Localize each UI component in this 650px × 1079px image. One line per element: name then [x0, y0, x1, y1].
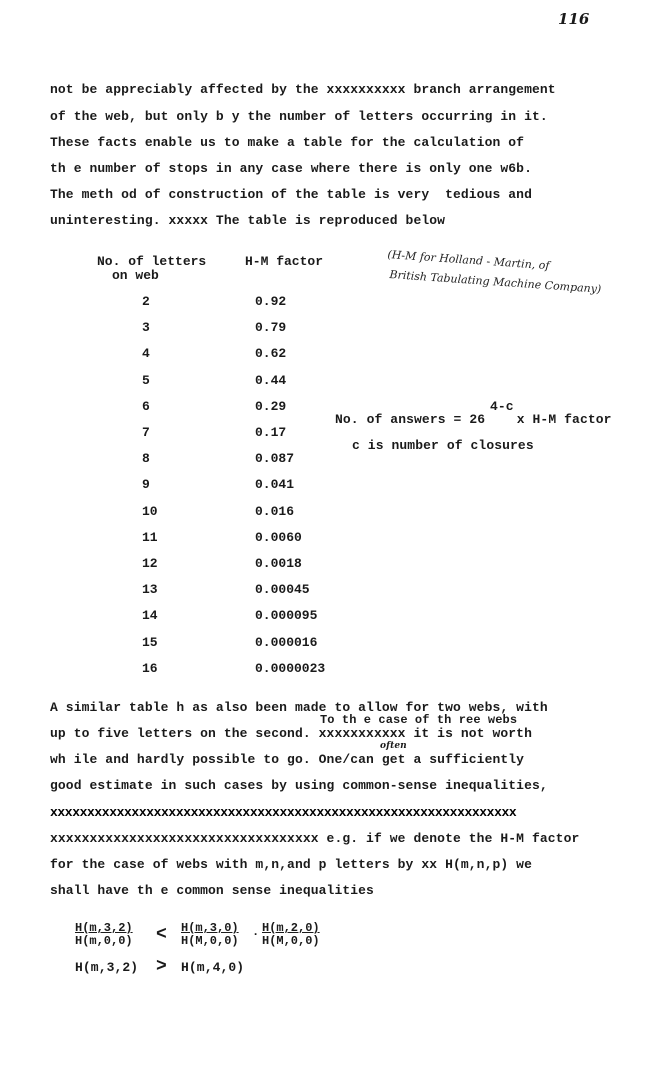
- table-cell-factor: 0.041: [255, 477, 295, 492]
- text-line: A similar table h as also been made to allow for two webs, with: [50, 700, 548, 715]
- table-cell-factor: 0.29: [255, 399, 287, 414]
- product-dot: .: [252, 925, 260, 939]
- table-cell-factor: 0.44: [255, 373, 287, 388]
- table-cell-factor: 0.000095: [255, 608, 318, 623]
- text-line: th e number of stops in any case where there is only one w6b.: [50, 161, 532, 176]
- table-cell-factor: 0.79: [255, 320, 287, 335]
- formula-text: No. of answers = 26 x H-M factor: [335, 412, 612, 427]
- table-cell-factor: 0.087: [255, 451, 295, 466]
- table-cell-factor: 0.0018: [255, 556, 302, 571]
- table-cell-letters: 10: [142, 504, 158, 519]
- r2-numerator: H(m,2,0): [262, 921, 320, 935]
- r2-denominator: H(M,0,0): [262, 934, 320, 948]
- table-cell-factor: 0.00045: [255, 582, 310, 597]
- page-number: 116: [558, 10, 590, 28]
- text-line: The meth od of construction of the table is very tedious and: [50, 187, 532, 202]
- table-cell-letters: 14: [142, 608, 158, 623]
- text-line: not be appreciably affected by the xxxxxxxxxx branch arrangement: [50, 82, 556, 97]
- table-cell-letters: 15: [142, 635, 158, 650]
- less-than: <: [156, 925, 167, 945]
- header-letters-sub: on web: [112, 268, 159, 283]
- greater-than: >: [156, 957, 167, 977]
- r1-denominator: H(M,0,0): [181, 934, 239, 948]
- table-cell-letters: 4: [142, 346, 150, 361]
- table-cell-letters: 12: [142, 556, 158, 571]
- r1-numerator: H(m,3,0): [181, 921, 239, 935]
- lhs-denominator: H(m,0,0): [75, 934, 133, 948]
- table-cell-factor: 0.016: [255, 504, 295, 519]
- table-cell-factor: 0.92: [255, 294, 287, 309]
- table-cell-letters: 5: [142, 373, 150, 388]
- table-cell-letters: 16: [142, 661, 158, 676]
- text-line: These facts enable us to make a table for the calculation of: [50, 135, 525, 150]
- table-cell-factor: 0.0000023: [255, 661, 326, 676]
- formula-exponent: 4-c: [490, 399, 514, 414]
- table-cell-letters: 13: [142, 582, 158, 597]
- handwritten-note: (H-M for Holland - Martin, of: [387, 248, 550, 273]
- header-letters: No. of letters: [97, 254, 207, 269]
- text-line: wh ile and hardly possible to go. One/can get a sufficiently: [50, 752, 525, 767]
- struck-line: xxxxxxxxxxxxxxxxxxxxxxxxxxxxxxxxxxxxxxxxxxxxxxxxxxxxxxxxxxxxxxx: [50, 805, 517, 820]
- second-lhs: H(m,3,2): [75, 960, 139, 975]
- table-cell-letters: 6: [142, 399, 150, 414]
- table-cell-letters: 8: [142, 451, 150, 466]
- table-cell-factor: 0.0060: [255, 530, 302, 545]
- caret-insert: often: [380, 741, 407, 751]
- handwritten-note-2: British Tabulating Machine Company): [389, 268, 602, 296]
- table-cell-letters: 2: [142, 294, 150, 309]
- table-cell-letters: 3: [142, 320, 150, 335]
- second-rhs: H(m,4,0): [181, 960, 245, 975]
- inserted-text: To th e case of th ree webs: [320, 713, 518, 727]
- table-cell-factor: 0.62: [255, 346, 287, 361]
- text-line: uninteresting. xxxxx The table is reproduced below: [50, 213, 446, 228]
- text-line: of the web, but only b y the number of letters occurring in it.: [50, 109, 548, 124]
- table-cell-letters: 11: [142, 530, 158, 545]
- text-line: xxxxxxxxxxxxxxxxxxxxxxxxxxxxxxxxxx e.g. if we denote the H-M factor: [50, 831, 580, 846]
- text-line: up to five letters on the second. xxxxxxxxxxx it is not worth: [50, 726, 532, 741]
- text-line: for the case of webs with m,n,and p letters by xx H(m,n,p) we: [50, 857, 532, 872]
- text-line: shall have th e common sense inequalities: [50, 883, 374, 898]
- lhs-numerator: H(m,3,2): [75, 921, 133, 935]
- formula-note: c is number of closures: [352, 438, 534, 453]
- table-cell-factor: 0.17: [255, 425, 287, 440]
- table-cell-letters: 7: [142, 425, 150, 440]
- table-cell-letters: 9: [142, 477, 150, 492]
- header-factor: H-M factor: [245, 254, 324, 269]
- text-line: good estimate in such cases by using common-sense inequalities,: [50, 778, 548, 793]
- table-cell-factor: 0.000016: [255, 635, 318, 650]
